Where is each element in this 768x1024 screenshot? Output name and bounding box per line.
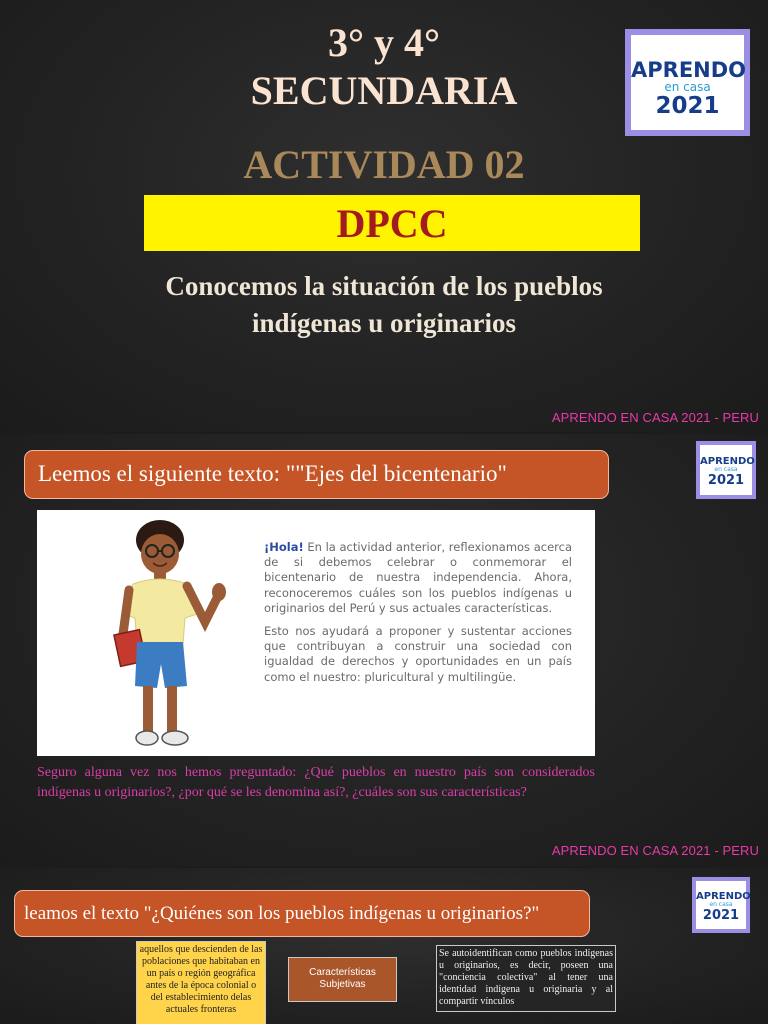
aprendo-en-casa-logo <box>692 877 750 933</box>
slide-concept-map <box>0 868 768 1024</box>
card-paragraph-1-body: En la actividad anterior, reflexionamos acerca de si debemos celebrar o conmemorar el bicentenario de nuestra independencia. Ahora, reconoceremos cuáles son los pueblos indígenas u originarios del Perú y sus actuales características. <box>264 540 572 615</box>
logo-text-aprendo: APRENDO <box>696 891 751 902</box>
logo-text-en-casa: en casa <box>714 466 738 473</box>
aprendo-en-casa-logo <box>696 441 756 499</box>
guiding-question: Seguro alguna vez nos hemos preguntado: ¿Qué pueblos en nuestro país son considerados indígenas u originarios?, ¿por qué se les denomina así?, ¿cuáles son sus características? <box>37 765 595 800</box>
footer-credit: APRENDO EN CASA 2021 - PERU <box>551 843 759 858</box>
self-identification-box: Se autoidentifican como pueblos indígenas u originarios, es decir, poseen una "conciencia colectiva" al tener una identidad indígena u originaria y al compartir vínculos <box>436 945 616 1012</box>
logo-panel <box>700 445 755 495</box>
slide-title: Leemos el siguiente texto: ""Ejes del bicentenario" <box>24 450 609 499</box>
definition-box: aquellos que descienden de las poblaciones que habitaban en un país o región geográfica antes de la época colonial o del establecimiento delas actuales fronteras <box>136 941 266 1024</box>
logo-panel <box>696 881 751 929</box>
activity-title: ACTIVIDAD 02 <box>243 142 525 187</box>
grade-title: 3° y 4° <box>328 20 440 65</box>
topic-line-1: Conocemos la situación de los pueblos <box>165 271 603 301</box>
subject-label: DPCC <box>336 201 448 246</box>
slide-reading <box>0 434 768 866</box>
subject-band <box>144 195 640 251</box>
logo-text-year: 2021 <box>655 93 720 119</box>
card-text <box>264 540 572 685</box>
level-title: SECUNDARIA <box>250 68 518 113</box>
logo-text-year: 2021 <box>707 473 745 488</box>
topic-line-2: indígenas u originarios <box>251 308 517 338</box>
slide-cover <box>0 0 768 432</box>
logo-text-aprendo: APRENDO <box>631 58 747 82</box>
footer-credit: APRENDO EN CASA 2021 - PERU <box>551 410 759 425</box>
aprendo-en-casa-logo <box>625 29 750 136</box>
reading-card <box>37 510 595 756</box>
logo-text-year: 2021 <box>702 908 740 923</box>
card-paragraph-1 <box>264 540 572 616</box>
subjective-characteristics-box: Características Subjetivas <box>288 957 397 1002</box>
greeting: ¡Hola! <box>264 540 304 554</box>
topic-title <box>0 268 768 342</box>
logo-text-aprendo: APRENDO <box>700 456 755 467</box>
logo-text-en-casa: en casa <box>664 80 711 94</box>
slide-title: leamos el texto "¿Quiénes son los pueblos indígenas u originarios?" <box>14 890 590 937</box>
card-paragraph-2: Esto nos ayudará a proponer y sustentar acciones que contribuyan a construir una sociedad con igualdad de derechos y oportunidades en un país como el nuestro: pluricultural y multilingüe. <box>264 624 572 684</box>
student-illustration <box>105 514 235 752</box>
logo-text-en-casa: en casa <box>709 901 733 908</box>
logo-panel <box>631 35 747 130</box>
